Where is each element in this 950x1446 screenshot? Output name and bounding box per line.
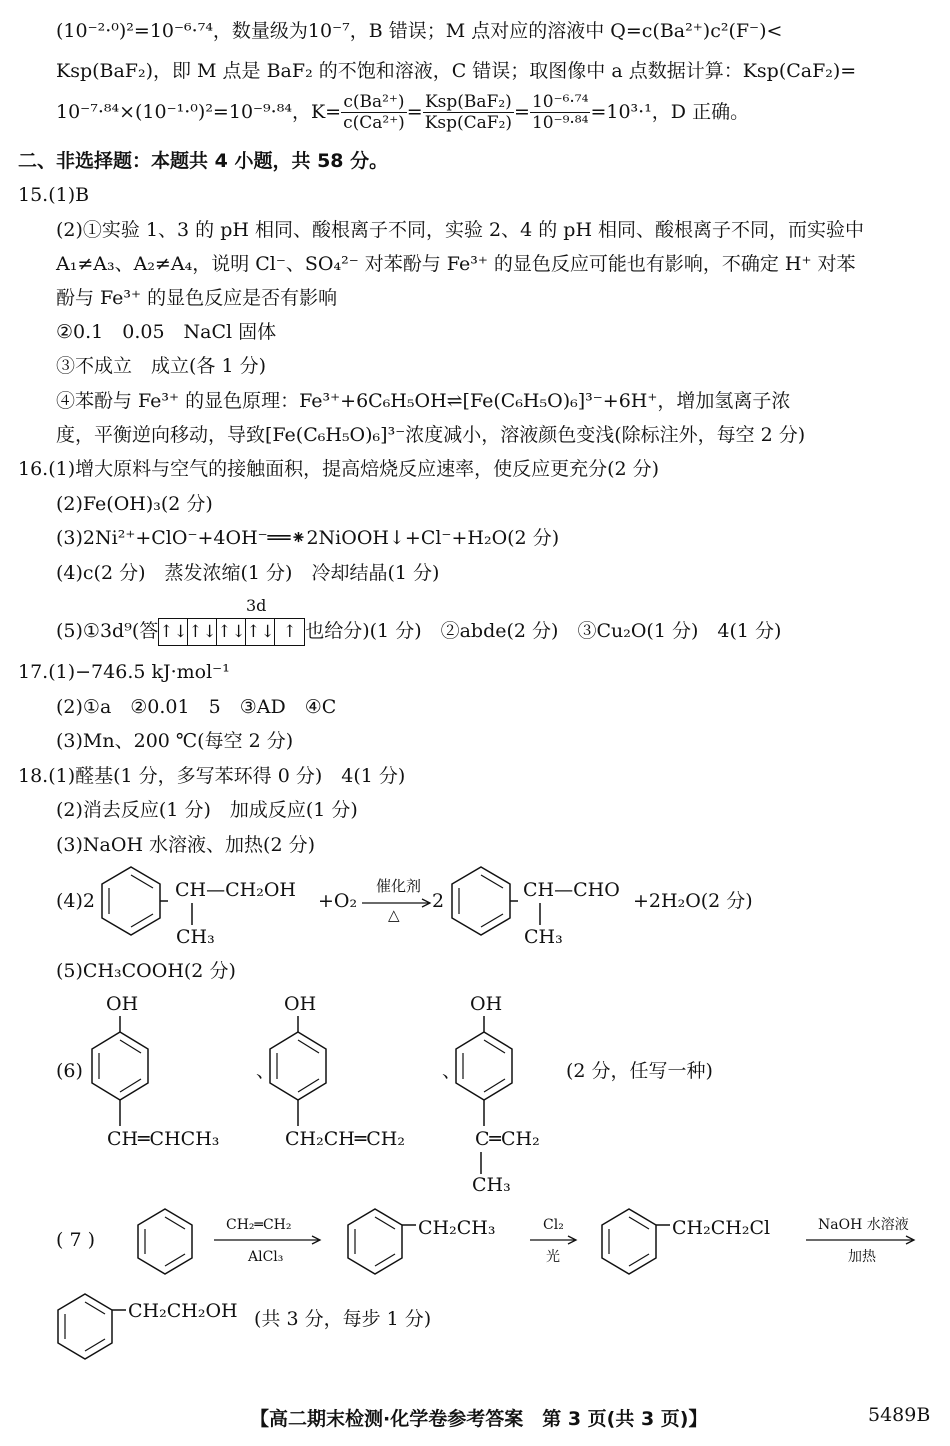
footer-title: 【高二期末检测·化学卷参考答案 第 3 页(共 3 页)】 xyxy=(250,1408,708,1430)
q18-p7-intermediate-2: CH₂CH₂Cl xyxy=(672,1217,771,1239)
intro-line-3: 10⁻⁷·⁸⁴×(10⁻¹·⁰)²=10⁻⁹·⁸⁴，K= $\frac{\text{c(Ba²⁺)}}{\text{c(Ca²⁺)}}$ = $\frac{\text{Ksp(BaF₂)}}{\text{Ksp(CaF₂)}}$ = $\frac{\text{10⁻⁶·⁷⁴}}{\text{10⁻⁹·⁸⁴}}$ =10³·¹，D 正确。 xyxy=(56,92,750,134)
phenol-ring-icon xyxy=(88,1016,152,1128)
orbital-diagram xyxy=(158,618,305,646)
q18-p7-final-product: CH₂CH₂OH xyxy=(128,1300,238,1322)
q18-line-3: (3)NaOH 水溶液、加热(2 分) xyxy=(56,834,316,856)
bond-line xyxy=(535,903,545,925)
q15-line-2: (2)①实验 1、3 的 pH 相同、酸根离子不同，实验 2、4 的 pH 相同、酸根离子不同，而实验中 xyxy=(56,219,865,241)
q18-p6-sub3b: CH₃ xyxy=(472,1174,511,1196)
q18-p7-reagent-2-top: Cl₂ xyxy=(543,1217,564,1233)
q18-line-1: 18.(1)醛基(1 分，多写苯环得 0 分) 4(1 分) xyxy=(18,765,406,787)
q18-p4-plus-o2: +O₂ xyxy=(318,890,358,912)
orbital-box: ↑↓ xyxy=(188,619,217,645)
q18-p4-tail: +2H₂O(2 分) xyxy=(633,890,753,912)
q18-p6-note: (2 分，任写一种) xyxy=(566,1060,713,1082)
q16-line-2: (2)Fe(OH)₃(2 分) xyxy=(56,493,213,515)
q18-p7-intermediate-1: CH₂CH₃ xyxy=(418,1217,496,1239)
q18-p4-heat: △ xyxy=(388,906,400,924)
section-title: 二、非选择题：本题共 4 小题，共 58 分。 xyxy=(18,150,389,172)
benzene-ring-icon xyxy=(600,1207,672,1279)
q18-p4-two: 2 xyxy=(432,890,445,912)
reaction-arrow-icon xyxy=(530,1235,580,1245)
k-numerator: c(Ba²⁺) xyxy=(341,92,407,113)
q18-p6-sub3a: C═CH₂ xyxy=(475,1128,540,1150)
q18-p7-note: (共 3 分，每步 1 分) xyxy=(254,1308,432,1330)
ksp-denominator: Ksp(CaF₂) xyxy=(424,113,513,134)
orbital-box: ↑↓ xyxy=(217,619,246,645)
value-numerator: 10⁻⁶·⁷⁴ xyxy=(531,92,589,112)
q18-p4-product-methyl: CH₃ xyxy=(524,926,563,948)
q17-line-3: (3)Mn、200 ℃(每空 2 分) xyxy=(56,730,294,752)
value-denominator: 10⁻⁹·⁸⁴ xyxy=(531,113,589,134)
intro-line-3-left: 10⁻⁷·⁸⁴×(10⁻¹·⁰)²=10⁻⁹·⁸⁴，K= xyxy=(56,100,342,123)
q16-line-1: 16.(1)增大原料与空气的接触面积，提高焙烧反应速率，使反应更充分(2 分) xyxy=(18,458,660,480)
k-denominator: c(Ca²⁺) xyxy=(343,113,405,134)
intro-line-3-right: =10³·¹，D 正确。 xyxy=(590,100,750,123)
bond-line xyxy=(476,1152,486,1174)
benzene-ring-icon xyxy=(136,1207,198,1279)
q15-line-3: A₁≠A₃、A₂≠A₄，说明 Cl⁻、SO₄²⁻ 对苯酚与 Fe³⁺ 的显色反应可能也有影响，不确定 H⁺ 对苯 xyxy=(56,253,856,275)
q17-line-1: 17.(1)−746.5 kJ·mol⁻¹ xyxy=(18,661,230,683)
q18-p6-oh: OH xyxy=(284,993,317,1015)
benzene-ring-icon xyxy=(56,1292,128,1364)
phenol-ring-icon xyxy=(266,1016,330,1128)
q15-line-5: ②0.1 0.05 NaCl 固体 xyxy=(56,321,277,343)
q18-p6-oh: OH xyxy=(470,993,503,1015)
q18-p4-catalyst: 催化剂 xyxy=(376,877,422,895)
q16-line-5a: (5)①3d⁹(答 xyxy=(56,620,159,642)
orbital-box: ↑ xyxy=(282,622,297,642)
benzene-ring-icon xyxy=(98,862,168,942)
ksp-fraction xyxy=(423,92,514,134)
q16-line-5b: 也给分)(1 分) ②abde(2 分) ③Cu₂O(1 分) 4(1 分) xyxy=(305,620,782,642)
ksp-numerator: Ksp(BaF₂) xyxy=(423,92,514,113)
q18-p7-reagent-1-top: CH₂═CH₂ xyxy=(226,1217,292,1233)
q15-line-6: ③不成立 成立(各 1 分) xyxy=(56,355,266,377)
q16-line-4: (4)c(2 分) 蒸发浓缩(1 分) 冷却结晶(1 分) xyxy=(56,562,440,584)
q18-p6-label: (6) xyxy=(56,1060,83,1082)
q15-line-8: 度，平衡逆向移动，导致[Fe(C₆H₅O)₆]³⁻浓度减小，溶液颜色变浅(除标注外，每空 2 分) xyxy=(56,424,806,446)
q18-p7-reagent-3-top: NaOH 水溶液 xyxy=(818,1217,909,1233)
q18-p7-reagent-2-bottom: 光 xyxy=(546,1249,560,1265)
benzene-ring-icon xyxy=(346,1207,418,1279)
orbital-box: ↑↓ xyxy=(246,619,275,645)
q15-line-7: ④苯酚与 Fe³⁺ 的显色原理：Fe³⁺+6C₆H₅OH⇌[Fe(C₆H₅O)₆]³⁻+6H⁺，增加氢离子浓 xyxy=(56,390,791,412)
footer-code: 5489B xyxy=(868,1404,931,1426)
q15-line-4: 酚与 Fe³⁺ 的显色反应是否有影响 xyxy=(56,287,338,309)
reaction-arrow-icon xyxy=(214,1235,324,1245)
q18-p4-reactant-methyl: CH₃ xyxy=(176,926,215,948)
orbital-label: 3d xyxy=(246,596,267,615)
q18-p4-label: (4)2 xyxy=(56,890,96,912)
q18-p4-product-chain: CH—CHO xyxy=(523,879,620,901)
q18-line-2: (2)消去反应(1 分) 加成反应(1 分) xyxy=(56,799,358,821)
intro-line-2: Ksp(BaF₂)，即 M 点是 BaF₂ 的不饱和溶液，C 错误；取图像中 a 点数据计算：Ksp(CaF₂)= xyxy=(56,60,857,82)
bond-line xyxy=(187,903,197,925)
intro-line-1: (10⁻²·⁰)²=10⁻⁶·⁷⁴，数量级为10⁻⁷，B 错误；M 点对应的溶液中 Q=c(Ba²⁺)c²(F⁻)< xyxy=(56,20,783,42)
phenol-ring-icon xyxy=(452,1016,516,1128)
benzene-ring-icon xyxy=(448,862,518,942)
q18-p4-reactant-chain: CH—CH₂OH xyxy=(175,879,296,901)
q18-p6-oh: OH xyxy=(106,993,139,1015)
reaction-arrow-icon xyxy=(806,1235,918,1245)
q18-line-5: (5)CH₃COOH(2 分) xyxy=(56,960,236,982)
q18-p6-sep-2: 、 xyxy=(442,1060,462,1082)
q16-line-5 xyxy=(56,618,781,646)
q18-p7-reagent-1-bottom: AlCl₃ xyxy=(248,1249,284,1265)
k-fraction xyxy=(341,92,407,134)
orbital-box: ↑↓ xyxy=(159,619,188,645)
q17-line-2: (2)①a ②0.01 5 ③AD ④C xyxy=(56,696,337,718)
q18-p7-label: ( 7 ) xyxy=(56,1229,95,1251)
q18-p7-reagent-3-bottom: 加热 xyxy=(848,1249,876,1265)
value-fraction xyxy=(530,92,590,134)
q18-p6-sub2: CH₂CH═CH₂ xyxy=(285,1128,405,1150)
q15-line-1: 15.(1)B xyxy=(18,184,90,206)
q18-p6-sub1: CH═CHCH₃ xyxy=(107,1128,220,1150)
q16-line-3: (3)2Ni²⁺+ClO⁻+4OH⁻══⁕2NiOOH↓+Cl⁻+H₂O(2 分) xyxy=(56,527,560,549)
q18-p6-sep-1: 、 xyxy=(256,1060,276,1082)
